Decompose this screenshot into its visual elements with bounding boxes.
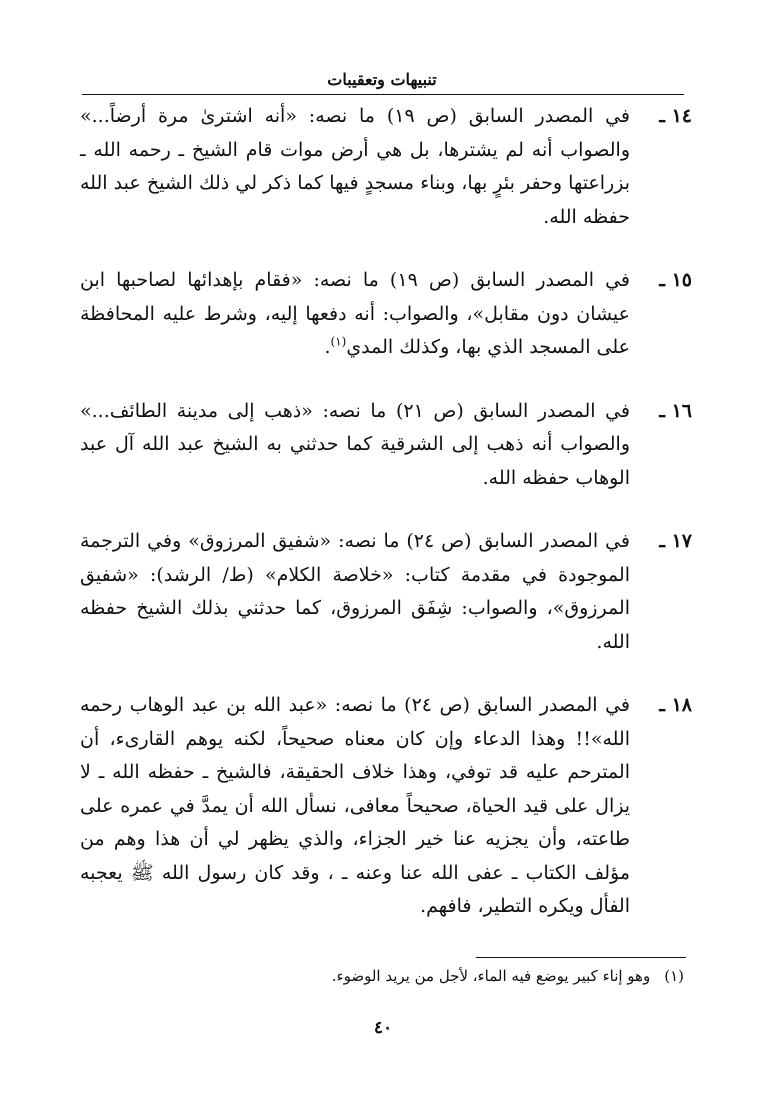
- entry-18: [80, 689, 692, 924]
- entry-text: في المصدر السابق (ص ١٩) ما نصه: «أنه اشترىٰ مرة أرضاً...» والصواب أنه لم يشترها، بل هي أرض موات قام الشيخ ـ رحمه الله ـ بزراعتها وحفر بئرٍ بها، وبناء مسجدٍ فيها كما ذكر لي ذلك الشيخ عبد الله حفظه الله.: [80, 105, 630, 228]
- entry-number: ١٦ ـ: [659, 399, 692, 422]
- entry-text-wrapper: [80, 264, 630, 365]
- footnote-reference[interactable]: (١): [330, 334, 347, 349]
- entry-number: ١٨ ـ: [659, 694, 692, 716]
- entry-text-end: .: [324, 336, 331, 358]
- entry-17: [80, 525, 692, 659]
- entry-text: في المصدر السابق (ص ٢٤) ما نصه: «شفيق المرزوق» وفي الترجمة الموجودة في مقدمة كتاب: «خلاصة الكلام» (ط/ الرشد): «شفيق المرزوق»، والصواب: شِفَق المرزوق، كما حدثني بذلك الشيخ حفظه الله.: [80, 530, 630, 653]
- entry-text: في المصدر السابق (ص ١٩) ما نصه: «فقام بإهدائها لصاحبها ابن عيشان دون مقابل»، والصواب: أنه دفعها إليه، وشرط عليه المحافظة على المسجد الذي بها، وكذلك المدي: [80, 269, 631, 358]
- entry-number: ١٧ ـ: [659, 530, 692, 552]
- entry-text: في المصدر السابق (ص ٢٤) ما نصه: «عبد الله بن عبد الوهاب رحمه الله»!! وهذا الدعاء وإن كان معناه صحيحاً، لكنه يوهم القارىء، أن المترحم عليه قد توفي، وهذا خلاف الحقيقة، فالشيخ ـ حفظه الله ـ لا يزال على قيد الحياة، صحيحاً معافى، نسأل الله أن يمدَّ في عمره على طاعته، وأن يجزيه عنا خير الجزاء، والذي يظهر لي أن هذا وهم من مؤلف الكتاب ـ عفى الله عنا وعنه ـ ، وقد كان رسول الله ﷺ يعجبه الفأل ويكره التطير، فافهم.: [80, 694, 630, 917]
- entry-15: [80, 264, 692, 365]
- header-rule: [82, 94, 684, 95]
- page-number: ٤٠: [373, 1018, 393, 1038]
- footnote: [84, 963, 684, 989]
- running-header: تنبيهات وتعقيبات: [327, 70, 437, 89]
- footnote-text: وهو إناء كبير يوضع فيه الماء، لأجل من يريد الوضوء.: [331, 967, 651, 985]
- entries-list: [80, 100, 692, 954]
- footnote-rule: [476, 957, 686, 958]
- entry-14: [80, 100, 692, 234]
- entry-number: ١٥ ـ: [659, 269, 692, 291]
- footnote-marker: (١): [664, 967, 684, 985]
- entry-16: [80, 395, 692, 496]
- entry-number: ١٤ ـ: [659, 105, 692, 127]
- entry-text: في المصدر السابق (ص ٢١) ما نصه: «ذهب إلى مدينة الطائف...» والصواب أنه ذهب إلى الشرقية كما حدثني به الشيخ عبد الله آل عبد الوهاب حفظه الله.: [80, 399, 631, 489]
